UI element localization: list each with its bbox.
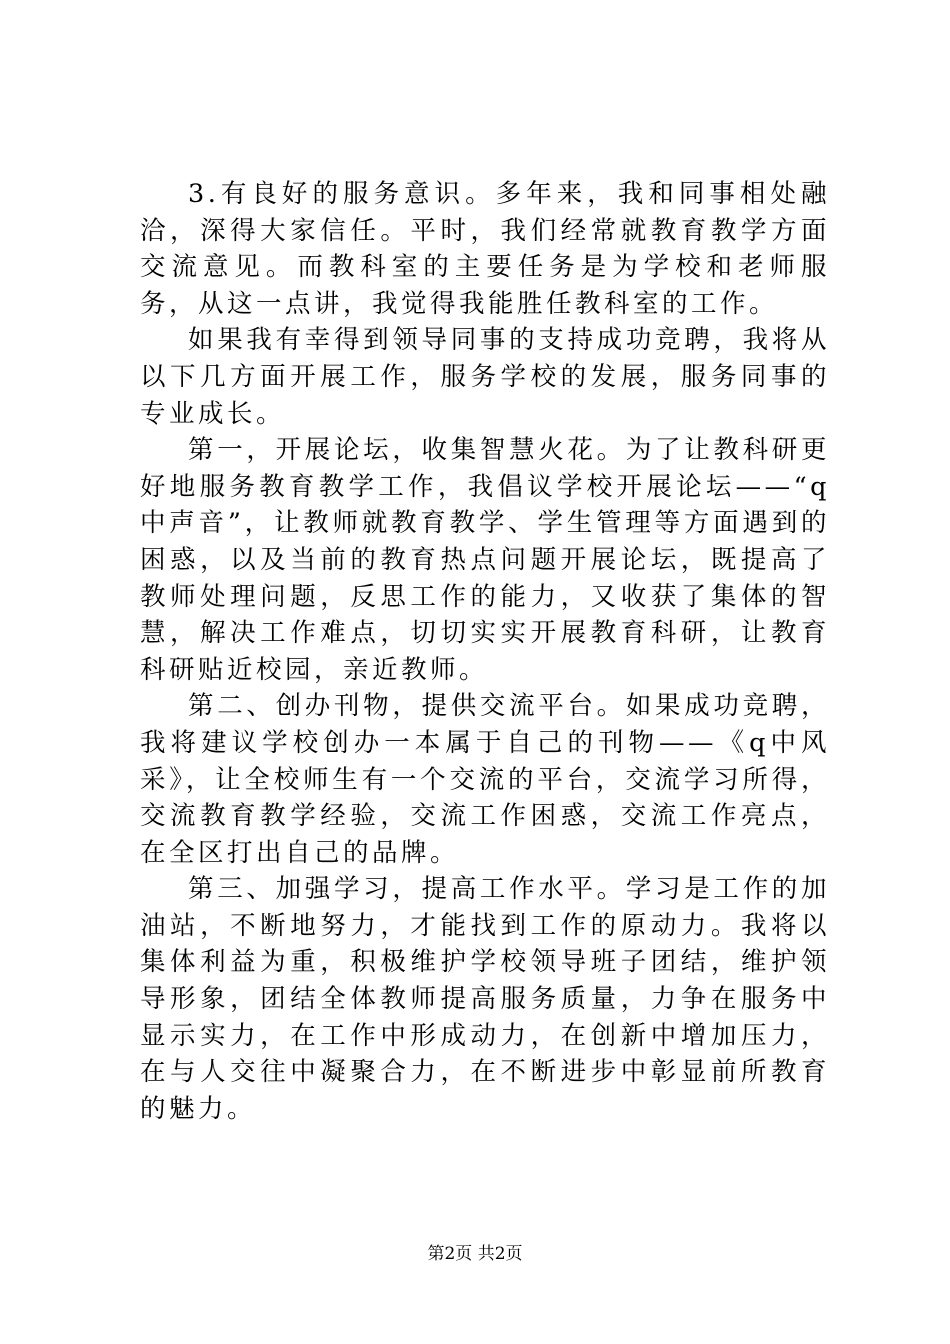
page-number-footer: 第2页 共2页 — [427, 1244, 523, 1264]
document-body — [140, 176, 830, 1127]
paragraph-learning: 第三、加强学习，提高工作水平。学习是工作的加油站，不断地努力，才能找到工作的原动力。我将以集体利益为重，积极维护学校领导班子团结，维护领导形象，团结全体教师提高服务质量，力争在服务中显示实力，在工作中形成动力，在创新中增加压力，在与人交往中凝聚合力，在不断进步中彰显前所教育的魅力。 — [140, 874, 830, 1124]
paragraph-service-awareness: 3.有良好的服务意识。多年来，我和同事相处融洽，深得大家信任。平时，我们经常就教育教学方面交流意见。而教科室的主要任务是为学校和老师服务，从这一点讲，我觉得我能胜任教科室的工作。 — [140, 179, 830, 319]
paragraph-work-plan-intro: 如果我有幸得到领导同事的支持成功竞聘，我将从以下几方面开展工作，服务学校的发展，服务同事的专业成长。 — [140, 325, 830, 429]
paragraph-publication: 第二、创办刊物，提供交流平台。如果成功竞聘，我将建议学校创办一本属于自己的刊物——《q中风采》，让全校师生有一个交流的平台，交流学习所得，交流教育教学经验，交流工作困惑，交流工作亮点，在全区打出自己的品牌。 — [140, 691, 830, 868]
paragraph-forum: 第一，开展论坛，收集智慧火花。为了让教科研更好地服务教育教学工作，我倡议学校开展论坛——“q中声音”，让教师就教育教学、学生管理等方面遇到的困惑，以及当前的教育热点问题开展论坛，既提高了教师处理问题，反思工作的能力，又收获了集体的智慧，解决工作难点，切切实实开展教育科研，让教育科研贴近校园，亲近教师。 — [140, 435, 830, 685]
